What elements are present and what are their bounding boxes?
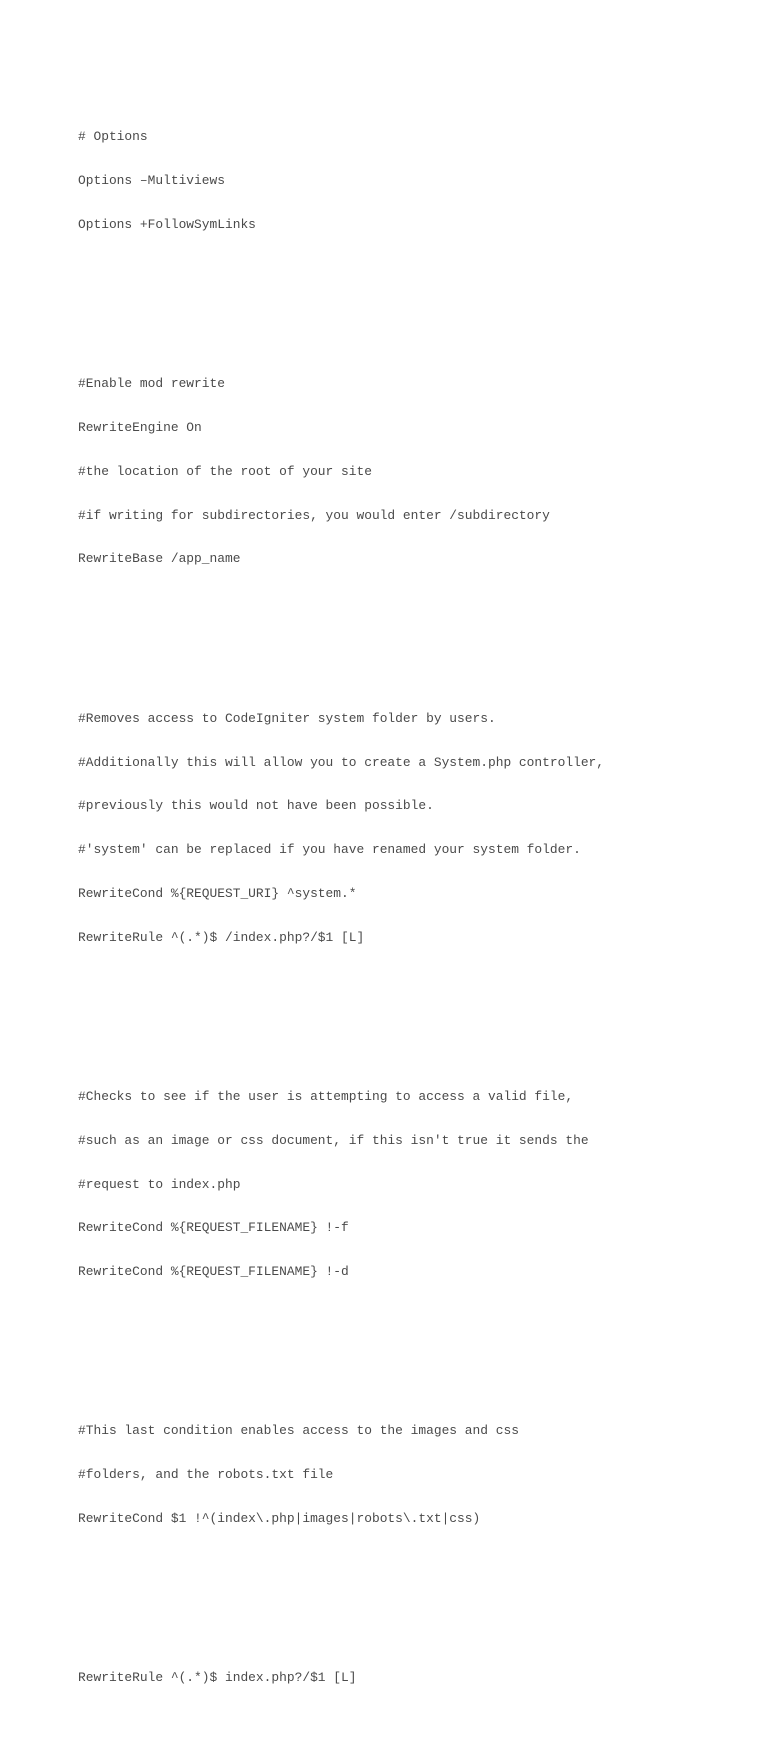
code-line: #the location of the root of your site <box>78 463 372 479</box>
blank-line <box>78 625 738 638</box>
blank-line <box>78 291 738 304</box>
code-block-options <box>78 101 738 262</box>
blank-line <box>78 1004 738 1017</box>
code-line: RewriteCond %{REQUEST_FILENAME} !-f <box>78 1220 349 1236</box>
code-line: RewriteRule ^(.*)$ /index.php?/$1 [L] <box>78 929 365 945</box>
blank-line <box>78 1585 738 1598</box>
code-block-final-rule <box>78 1642 738 1715</box>
code-line: #'system' can be replaced if you have renamed your system folder. <box>78 842 581 858</box>
code-line: Options –Multiviews <box>78 173 225 189</box>
code-block-last-condition <box>78 1395 738 1556</box>
code-line: #This last condition enables access to the images and css <box>78 1423 519 1439</box>
code-line: RewriteCond $1 !^(index\.php|images|robots\.txt|css) <box>78 1510 481 1526</box>
code-line: #folders, and the robots.txt file <box>78 1467 334 1483</box>
code-block-file-checks <box>78 1061 738 1309</box>
code-line: #such as an image or css document, if this isn't true it sends the <box>78 1132 589 1148</box>
code-line: #previously this would not have been possible. <box>78 798 434 814</box>
code-line: RewriteEngine On <box>78 420 202 436</box>
code-line: Options +FollowSymLinks <box>78 216 256 232</box>
code-line: #Enable mod rewrite <box>78 376 225 392</box>
code-block-system-folder <box>78 683 738 975</box>
code-line: RewriteCond %{REQUEST_URI} ^system.* <box>78 885 357 901</box>
htaccess-code <box>78 72 738 1744</box>
code-line: #Additionally this will allow you to create a System.php controller, <box>78 754 605 770</box>
code-line: #if writing for subdirectories, you would enter /subdirectory <box>78 507 550 523</box>
code-line: # Options <box>78 129 148 145</box>
code-line: RewriteCond %{REQUEST_FILENAME} !-d <box>78 1264 349 1280</box>
code-line: #request to index.php <box>78 1176 241 1192</box>
code-line: RewriteRule ^(.*)$ index.php?/$1 [L] <box>78 1670 357 1686</box>
code-line: #Checks to see if the user is attempting to access a valid file, <box>78 1088 574 1104</box>
code-line: #Removes access to CodeIgniter system folder by users. <box>78 710 496 726</box>
code-line: RewriteBase /app_name <box>78 551 241 567</box>
blank-line <box>78 1338 738 1351</box>
code-block-rewrite-engine <box>78 348 738 596</box>
